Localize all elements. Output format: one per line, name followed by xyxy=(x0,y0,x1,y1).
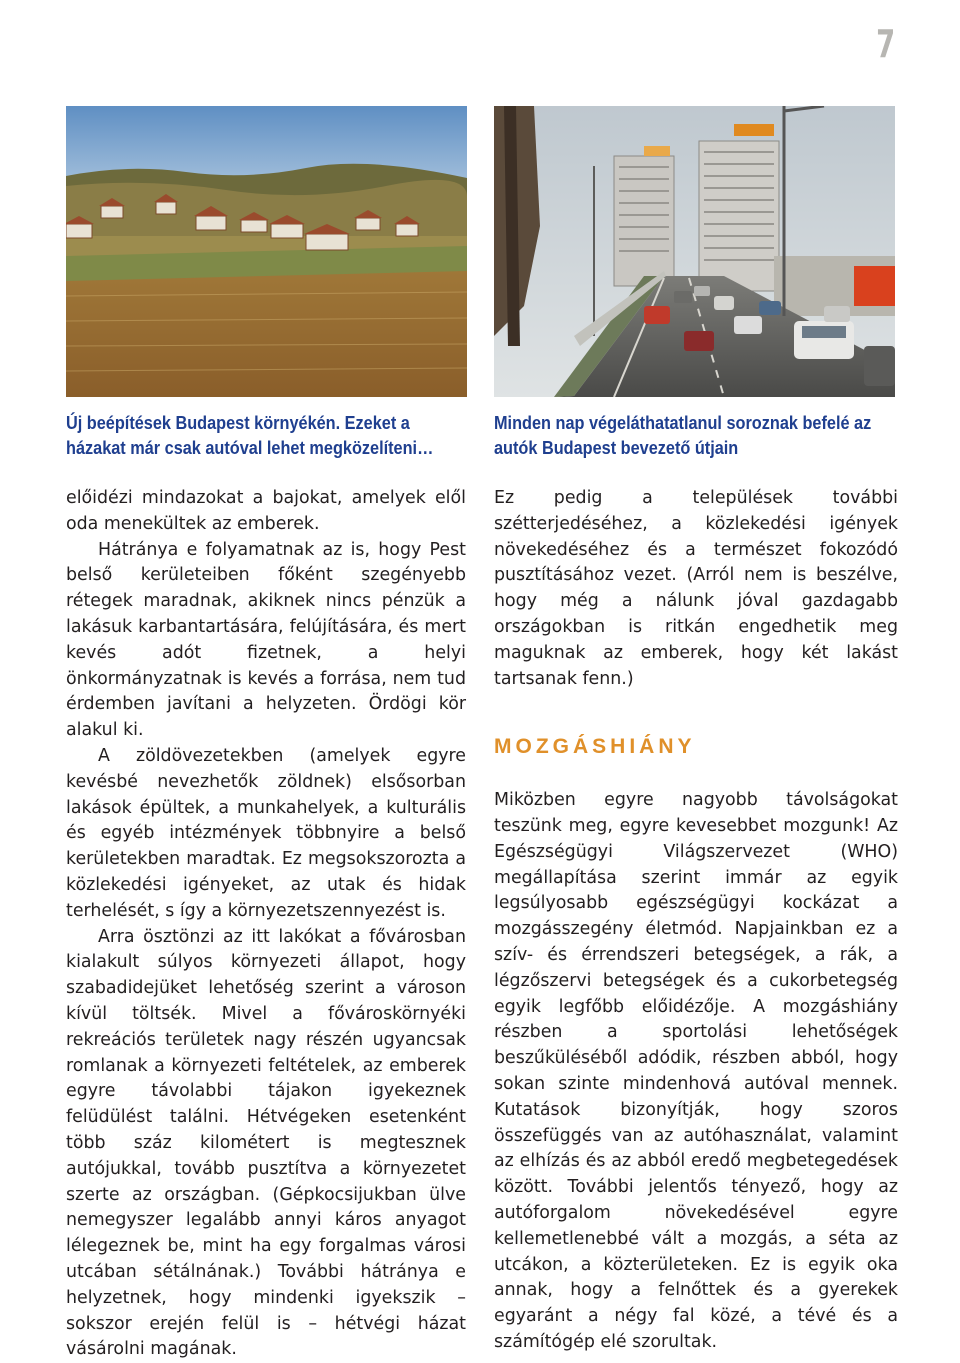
page-number: 7 xyxy=(875,22,894,66)
photo-caption-left: Új beépítések Budapest környékén. Ezeket a házakat már csak autóval lehet megközelíteni… xyxy=(66,412,434,458)
paragraph: Hátránya e folyamatnak az is, hogy Pest belső kerületeiben főként szegényebb rétegek maradnak, akiknek nincs pénzük a lakásuk karbantartására, felújítására, és mert kevés adót fizetnek, a helyi önkormányzatnak is kevés a forrása, nem tud érdemben javítani a helyzeten. Ördögi kör alakul ki. xyxy=(66,539,466,741)
city-traffic-image xyxy=(494,106,895,397)
photo-caption-right: Minden nap végeláthatatlanul soroznak befelé az autók Budapest bevezető útjain xyxy=(494,412,872,458)
countryside-houses-image xyxy=(66,106,467,397)
right-text-column xyxy=(494,486,898,1356)
paragraph: Arra ösztönzi az itt lakókat a fővárosban kialakult súlyos környezeti állapot, hogy szabadidejüket lehetőség szerint a városon kívül töltsék. Mivel a fővároskörnyéki rekreációs területek nagy részén ugyancsak romlanak a környezeti feltételek, az emberek egyre távolabbi tájakon igyekeznek felüdülést találni. Hétvégeken esetenként több száz kilométert is megtesznek autójukkal, tovább pusztítva a környezetet szerte az országban. (Gépkocsijukban ülve nemegyszer legalább annyi káros anyagot lélegeznek be, mint ha egy forgalmas városi utcában sétálnának.) További hátránya e helyzetnek, hogy mindenki igyekszik – sokszor erején felül is – hétvégi házat vásárolni magának. xyxy=(66,926,466,1360)
section-heading: MOZGÁSHIÁNY xyxy=(494,735,696,759)
city-traffic-road-photo xyxy=(494,106,895,397)
paragraph: előidézi mindazokat a bajokat, amelyek elől oda menekültek az emberek. xyxy=(66,488,466,534)
left-text-column xyxy=(66,486,466,1363)
paragraph: Miközben egyre nagyobb távolságokat teszünk meg, egyre kevesebbet mozgunk! Az Egészségügyi Világszervezet (WHO) megállapítása szerint immár az egyik legsúlyosabb egészségügyi kockázat a mozgásszegény életmód. Napjainkban ez a szív- és érrendszeri betegségek, a rák, a légzőszervi betegségek és a cukorbetegség egyik legfőbb előidézője. A mozgáshiány részben a sportolási lehetőségek beszűküléséből adódik, részben abból, hogy sokan szinte mindenhová autóval mennek. Kutatások bizonyítják, hogy szoros összefüggés van az autóhasználat, valamint az elhízás és az abból eredő megbetegedések között. További jelentős tényező, hogy az autóforgalom növekedésével egyre kellemetlenebbé vált a mozgás, a séta az utcákon, a közterületeken. Ez is egyik oka annak, hogy a felnőttek és a gyerekek egyaránt a négy fal közé, a tévé és a számítógép elé szorultak. xyxy=(494,790,898,1352)
paragraph: Ez pedig a települések további szétterjedéséhez, a közlekedési igények növekedéséhez és a természet fokozódó pusztításához vezet. (Arról nem is beszélve, hogy még a nálunk jóval gazdagabb országokban is ritkán engedhetik meg maguknak az emberek, hogy két lakást tartsanak fenn.) xyxy=(494,488,898,689)
countryside-houses-photo xyxy=(66,106,467,397)
paragraph: A zöldövezetekben (amelyek egyre kevésbé nevezhetők zöldnek) elsősorban lakások épültek, a munkahelyek, a kulturális és egyéb intézmények többnyire a belső kerületekben maradtak. Ez megsokszorozta a közlekedési igényeket, az utak és hidak terhelését, s így a környezetszennyezést is. xyxy=(66,745,466,921)
